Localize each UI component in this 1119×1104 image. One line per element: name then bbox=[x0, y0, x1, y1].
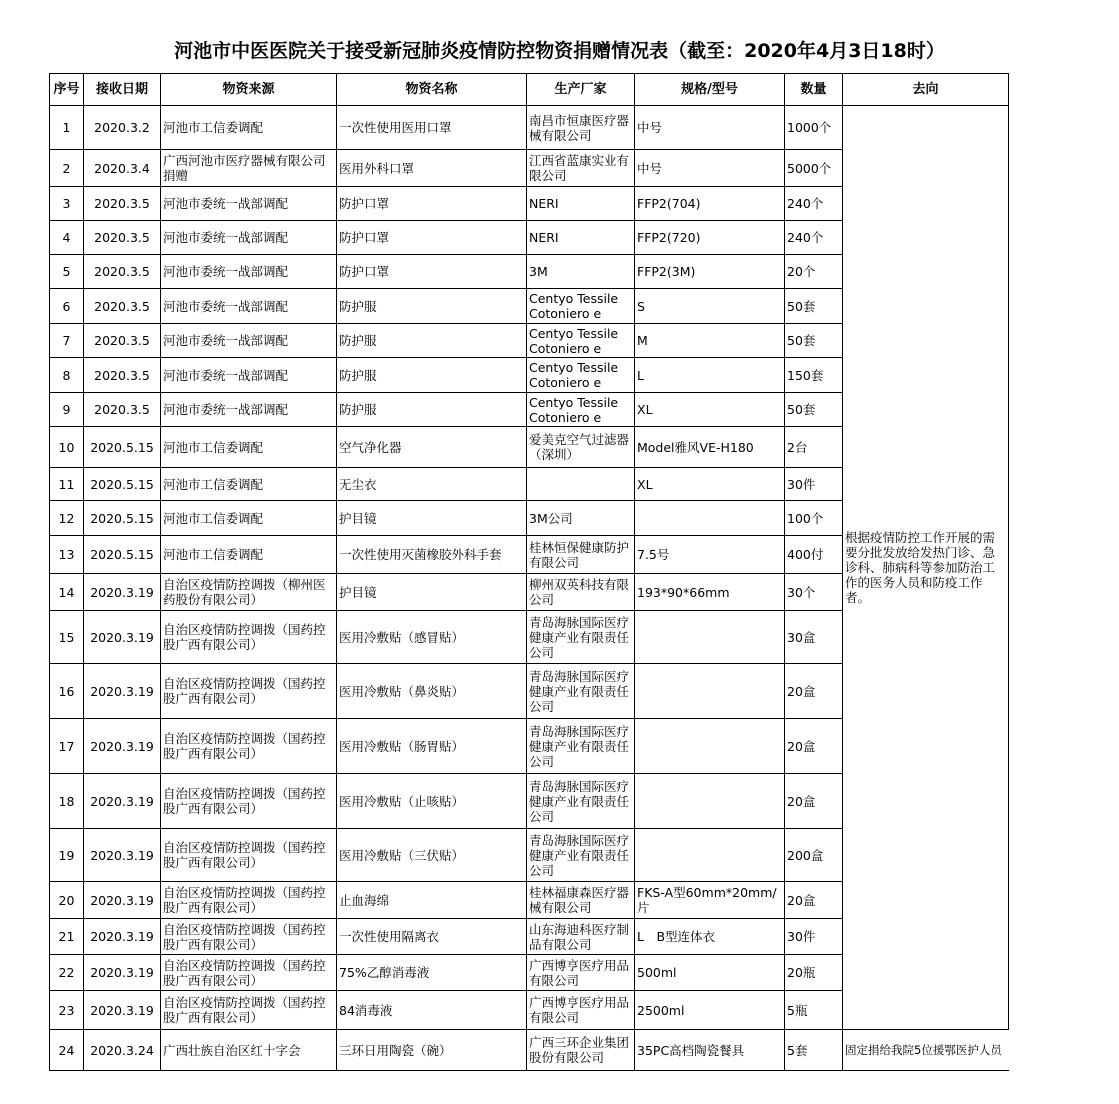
cell-maker: 南昌市恒康医疗器械有限公司 bbox=[527, 106, 635, 150]
cell-no: 21 bbox=[50, 919, 84, 955]
cell-spec: L bbox=[635, 358, 785, 393]
cell-source: 河池市工信委调配 bbox=[161, 427, 337, 468]
cell-qty: 20个 bbox=[785, 255, 843, 289]
cell-name: 医用冷敷贴（肠胃贴） bbox=[337, 719, 527, 774]
cell-no: 17 bbox=[50, 719, 84, 774]
cell-maker: Centyo Tessile Cotoniero e bbox=[527, 358, 635, 393]
cell-date: 2020.5.15 bbox=[84, 501, 161, 536]
cell-no: 22 bbox=[50, 955, 84, 991]
page-title: 河池市中医医院关于接受新冠肺炎疫情防控物资捐赠情况表（截至：2020年4月3日18时） bbox=[174, 40, 945, 62]
cell-spec bbox=[635, 501, 785, 536]
cell-name: 空气净化器 bbox=[337, 427, 527, 468]
cell-spec: FKS-A型60mm*20mm/片 bbox=[635, 882, 785, 919]
cell-source: 河池市委统一战部调配 bbox=[161, 393, 337, 427]
cell-destination: 根据疫情防控工作开展的需要分批发放给发热门诊、急诊科、肺病科等参加防治工作的医务人员和防疫工作者。 bbox=[843, 106, 1009, 1030]
cell-qty: 240个 bbox=[785, 221, 843, 255]
cell-date: 2020.3.19 bbox=[84, 664, 161, 719]
cell-no: 23 bbox=[50, 991, 84, 1030]
cell-maker: NERI bbox=[527, 221, 635, 255]
cell-name: 三环日用陶瓷（碗） bbox=[337, 1030, 527, 1071]
header-manufacturer: 生产厂家 bbox=[527, 74, 635, 106]
cell-name: 护目镜 bbox=[337, 574, 527, 611]
cell-spec: XL bbox=[635, 393, 785, 427]
cell-maker: 青岛海脉国际医疗健康产业有限责任公司 bbox=[527, 774, 635, 829]
cell-name: 84消毒液 bbox=[337, 991, 527, 1030]
cell-no: 6 bbox=[50, 289, 84, 324]
cell-maker: 山东海迪科医疗制品有限公司 bbox=[527, 919, 635, 955]
cell-spec: M bbox=[635, 324, 785, 358]
cell-no: 9 bbox=[50, 393, 84, 427]
cell-maker: 广西博亨医疗用品有限公司 bbox=[527, 991, 635, 1030]
cell-date: 2020.3.2 bbox=[84, 106, 161, 150]
cell-maker: 爱美克空气过滤器（深圳） bbox=[527, 427, 635, 468]
cell-spec bbox=[635, 664, 785, 719]
cell-maker: 广西博亨医疗用品有限公司 bbox=[527, 955, 635, 991]
header-date: 接收日期 bbox=[84, 74, 161, 106]
cell-name: 无尘衣 bbox=[337, 468, 527, 501]
donation-table bbox=[49, 73, 1009, 1071]
cell-name: 一次性使用医用口罩 bbox=[337, 106, 527, 150]
cell-no: 3 bbox=[50, 187, 84, 221]
table-row bbox=[50, 1030, 1009, 1071]
cell-no: 14 bbox=[50, 574, 84, 611]
cell-source: 自治区疫情防控调拨（国药控股广西有限公司） bbox=[161, 919, 337, 955]
header-row bbox=[50, 74, 1009, 106]
cell-qty: 200盒 bbox=[785, 829, 843, 882]
cell-date: 2020.5.15 bbox=[84, 536, 161, 574]
cell-no: 12 bbox=[50, 501, 84, 536]
cell-date: 2020.3.19 bbox=[84, 774, 161, 829]
cell-maker: 柳州双英科技有限公司 bbox=[527, 574, 635, 611]
cell-date: 2020.5.15 bbox=[84, 427, 161, 468]
cell-maker: 江西省蓝康实业有限公司 bbox=[527, 150, 635, 187]
cell-date: 2020.3.5 bbox=[84, 255, 161, 289]
cell-date: 2020.3.19 bbox=[84, 574, 161, 611]
cell-date: 2020.3.4 bbox=[84, 150, 161, 187]
header-destination: 去向 bbox=[843, 74, 1009, 106]
cell-date: 2020.3.5 bbox=[84, 358, 161, 393]
cell-maker: Centyo Tessile Cotoniero e bbox=[527, 289, 635, 324]
cell-maker: Centyo Tessile Cotoniero e bbox=[527, 324, 635, 358]
cell-no: 5 bbox=[50, 255, 84, 289]
cell-source: 自治区疫情防控调拨（柳州医药股份有限公司） bbox=[161, 574, 337, 611]
cell-spec: S bbox=[635, 289, 785, 324]
cell-no: 18 bbox=[50, 774, 84, 829]
cell-no: 15 bbox=[50, 611, 84, 664]
cell-spec: 35PC高档陶瓷餐具 bbox=[635, 1030, 785, 1071]
cell-maker: 3M公司 bbox=[527, 501, 635, 536]
header-item-name: 物资名称 bbox=[337, 74, 527, 106]
cell-date: 2020.5.15 bbox=[84, 468, 161, 501]
cell-spec: 7.5号 bbox=[635, 536, 785, 574]
cell-spec bbox=[635, 719, 785, 774]
cell-spec: 中号 bbox=[635, 106, 785, 150]
cell-qty: 5套 bbox=[785, 1030, 843, 1071]
cell-name: 护目镜 bbox=[337, 501, 527, 536]
cell-spec: FFP2(720) bbox=[635, 221, 785, 255]
cell-name: 一次性使用隔离衣 bbox=[337, 919, 527, 955]
cell-name: 防护服 bbox=[337, 393, 527, 427]
cell-maker: 桂林福康森医疗器械有限公司 bbox=[527, 882, 635, 919]
cell-maker: 青岛海脉国际医疗健康产业有限责任公司 bbox=[527, 611, 635, 664]
cell-qty: 100个 bbox=[785, 501, 843, 536]
cell-maker: Centyo Tessile Cotoniero e bbox=[527, 393, 635, 427]
cell-source: 河池市工信委调配 bbox=[161, 106, 337, 150]
cell-no: 2 bbox=[50, 150, 84, 187]
cell-destination-last: 固定捐给我院5位援鄂医护人员 bbox=[843, 1030, 1009, 1071]
cell-qty: 20盒 bbox=[785, 882, 843, 919]
cell-source: 自治区疫情防控调拨（国药控股广西有限公司） bbox=[161, 719, 337, 774]
cell-date: 2020.3.19 bbox=[84, 991, 161, 1030]
cell-source: 河池市工信委调配 bbox=[161, 468, 337, 501]
cell-name: 医用冷敷贴（鼻炎贴） bbox=[337, 664, 527, 719]
cell-qty: 30个 bbox=[785, 574, 843, 611]
cell-name: 防护口罩 bbox=[337, 255, 527, 289]
cell-name: 医用外科口罩 bbox=[337, 150, 527, 187]
cell-qty: 30件 bbox=[785, 468, 843, 501]
cell-date: 2020.3.5 bbox=[84, 324, 161, 358]
cell-source: 河池市工信委调配 bbox=[161, 536, 337, 574]
cell-spec: XL bbox=[635, 468, 785, 501]
cell-name: 防护服 bbox=[337, 358, 527, 393]
cell-name: 医用冷敷贴（感冒贴） bbox=[337, 611, 527, 664]
cell-maker: NERI bbox=[527, 187, 635, 221]
cell-source: 河池市委统一战部调配 bbox=[161, 358, 337, 393]
cell-qty: 240个 bbox=[785, 187, 843, 221]
cell-date: 2020.3.19 bbox=[84, 829, 161, 882]
cell-maker: 青岛海脉国际医疗健康产业有限责任公司 bbox=[527, 719, 635, 774]
cell-date: 2020.3.19 bbox=[84, 611, 161, 664]
cell-qty: 20盒 bbox=[785, 664, 843, 719]
cell-maker: 3M bbox=[527, 255, 635, 289]
cell-maker: 青岛海脉国际医疗健康产业有限责任公司 bbox=[527, 664, 635, 719]
cell-date: 2020.3.5 bbox=[84, 221, 161, 255]
cell-no: 11 bbox=[50, 468, 84, 501]
cell-no: 7 bbox=[50, 324, 84, 358]
cell-qty: 20瓶 bbox=[785, 955, 843, 991]
cell-spec: 中号 bbox=[635, 150, 785, 187]
cell-date: 2020.3.19 bbox=[84, 719, 161, 774]
cell-qty: 50套 bbox=[785, 289, 843, 324]
cell-no: 13 bbox=[50, 536, 84, 574]
cell-spec bbox=[635, 774, 785, 829]
cell-source: 河池市委统一战部调配 bbox=[161, 187, 337, 221]
cell-date: 2020.3.24 bbox=[84, 1030, 161, 1071]
cell-source: 自治区疫情防控调拨（国药控股广西有限公司） bbox=[161, 882, 337, 919]
cell-spec: L B型连体衣 bbox=[635, 919, 785, 955]
table-row bbox=[50, 106, 1009, 150]
cell-qty: 30件 bbox=[785, 919, 843, 955]
cell-qty: 400付 bbox=[785, 536, 843, 574]
cell-qty: 2台 bbox=[785, 427, 843, 468]
cell-source: 河池市委统一战部调配 bbox=[161, 221, 337, 255]
cell-qty: 5瓶 bbox=[785, 991, 843, 1030]
cell-qty: 5000个 bbox=[785, 150, 843, 187]
cell-maker: 青岛海脉国际医疗健康产业有限责任公司 bbox=[527, 829, 635, 882]
cell-source: 自治区疫情防控调拨（国药控股广西有限公司） bbox=[161, 664, 337, 719]
header-spec: 规格/型号 bbox=[635, 74, 785, 106]
cell-source: 河池市工信委调配 bbox=[161, 501, 337, 536]
cell-name: 防护口罩 bbox=[337, 221, 527, 255]
cell-source: 广西壮族自治区红十字会 bbox=[161, 1030, 337, 1071]
cell-no: 1 bbox=[50, 106, 84, 150]
cell-maker bbox=[527, 468, 635, 501]
cell-name: 防护服 bbox=[337, 289, 527, 324]
cell-qty: 50套 bbox=[785, 324, 843, 358]
cell-source: 自治区疫情防控调拨（国药控股广西有限公司） bbox=[161, 829, 337, 882]
cell-date: 2020.3.19 bbox=[84, 882, 161, 919]
cell-spec: 193*90*66mm bbox=[635, 574, 785, 611]
cell-spec: 500ml bbox=[635, 955, 785, 991]
cell-qty: 50套 bbox=[785, 393, 843, 427]
cell-spec bbox=[635, 829, 785, 882]
cell-maker: 桂林恒保健康防护有限公司 bbox=[527, 536, 635, 574]
cell-no: 20 bbox=[50, 882, 84, 919]
cell-no: 19 bbox=[50, 829, 84, 882]
cell-source: 河池市委统一战部调配 bbox=[161, 255, 337, 289]
cell-name: 医用冷敷贴（三伏贴） bbox=[337, 829, 527, 882]
cell-no: 8 bbox=[50, 358, 84, 393]
cell-qty: 20盒 bbox=[785, 774, 843, 829]
cell-no: 10 bbox=[50, 427, 84, 468]
cell-spec: Model雅风VE-H180 bbox=[635, 427, 785, 468]
cell-name: 止血海绵 bbox=[337, 882, 527, 919]
cell-no: 4 bbox=[50, 221, 84, 255]
cell-qty: 20盒 bbox=[785, 719, 843, 774]
cell-spec bbox=[635, 611, 785, 664]
cell-no: 24 bbox=[50, 1030, 84, 1071]
cell-maker: 广西三环企业集团股份有限公司 bbox=[527, 1030, 635, 1071]
cell-date: 2020.3.5 bbox=[84, 289, 161, 324]
cell-source: 自治区疫情防控调拨（国药控股广西有限公司） bbox=[161, 611, 337, 664]
header-quantity: 数量 bbox=[785, 74, 843, 106]
cell-name: 医用冷敷贴（止咳贴） bbox=[337, 774, 527, 829]
cell-source: 河池市委统一战部调配 bbox=[161, 324, 337, 358]
cell-date: 2020.3.19 bbox=[84, 955, 161, 991]
cell-spec: FFP2(704) bbox=[635, 187, 785, 221]
cell-source: 广西河池市医疗器械有限公司捐赠 bbox=[161, 150, 337, 187]
cell-spec: FFP2(3M) bbox=[635, 255, 785, 289]
cell-name: 75%乙醇消毒液 bbox=[337, 955, 527, 991]
cell-source: 自治区疫情防控调拨（国药控股广西有限公司） bbox=[161, 955, 337, 991]
cell-qty: 1000个 bbox=[785, 106, 843, 150]
cell-source: 自治区疫情防控调拨（国药控股广西有限公司） bbox=[161, 991, 337, 1030]
header-no: 序号 bbox=[50, 74, 84, 106]
cell-name: 一次性使用灭菌橡胶外科手套 bbox=[337, 536, 527, 574]
cell-source: 河池市委统一战部调配 bbox=[161, 289, 337, 324]
header-source: 物资来源 bbox=[161, 74, 337, 106]
cell-qty: 30盒 bbox=[785, 611, 843, 664]
cell-date: 2020.3.5 bbox=[84, 393, 161, 427]
cell-date: 2020.3.19 bbox=[84, 919, 161, 955]
cell-qty: 150套 bbox=[785, 358, 843, 393]
cell-name: 防护服 bbox=[337, 324, 527, 358]
cell-spec: 2500ml bbox=[635, 991, 785, 1030]
cell-no: 16 bbox=[50, 664, 84, 719]
cell-date: 2020.3.5 bbox=[84, 187, 161, 221]
cell-name: 防护口罩 bbox=[337, 187, 527, 221]
cell-source: 自治区疫情防控调拨（国药控股广西有限公司） bbox=[161, 774, 337, 829]
